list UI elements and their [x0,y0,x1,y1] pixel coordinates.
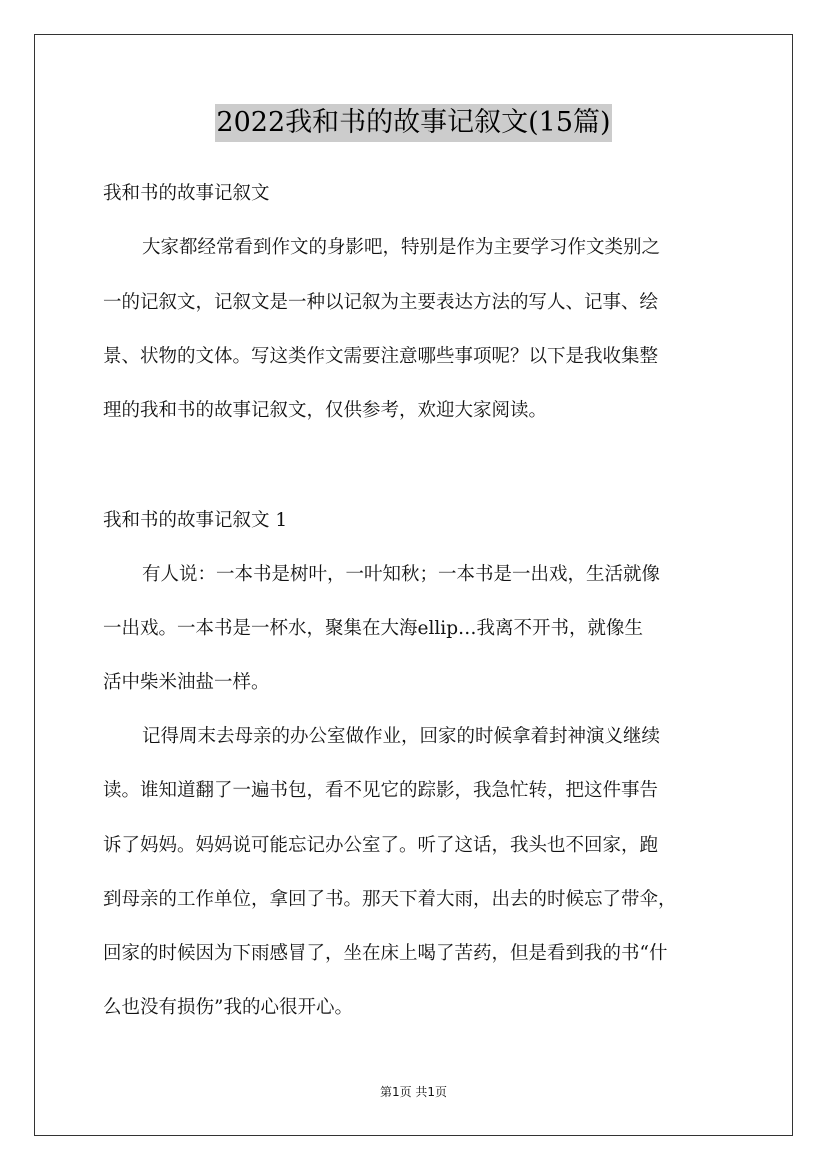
intro-line: 一的记叙文，记叙文是一种以记叙为主要表达方法的写人、记事、绘 [103,292,659,313]
title-container [0,104,827,142]
paragraph-line: 读。谁知道翻了一遍书包，看不见它的踪影，我急忙转，把这件事告 [103,780,659,801]
paragraph-line: 么也没有损伤”我的心很开心。 [103,997,353,1018]
document-title: 2022我和书的故事记叙文(15篇) [215,104,611,142]
section-heading: 我和书的故事记叙文 1 [103,510,288,531]
page-number-footer: 第1页 共1页 [379,1085,448,1099]
paragraph-line: 活中柴米油盐一样。 [103,672,270,693]
intro-line: 理的我和书的故事记叙文，仅供参考，欢迎大家阅读。 [103,400,548,421]
intro-heading: 我和书的故事记叙文 [103,183,270,204]
paragraph-line: 回家的时候因为下雨感冒了，坐在床上喝了苦药，但是看到我的书“什 [103,943,668,964]
intro-line: 大家都经常看到作文的身影吧，特别是作为主要学习作文类别之 [142,237,661,258]
paragraph-line: 诉了妈妈。妈妈说可能忘记办公室了。听了这话，我头也不回家，跑 [103,835,659,856]
paragraph-line: 一出戏。一本书是一杯水，聚集在大海ellip…我离不开书，就像生 [103,618,644,639]
paragraph-line: 有人说：一本书是树叶，一叶知秋；一本书是一出戏，生活就像 [142,564,661,585]
intro-line: 景、状物的文体。写这类作文需要注意哪些事项呢？以下是我收集整 [103,346,659,367]
paragraph-line: 记得周末去母亲的办公室做作业，回家的时候拿着封神演义继续 [142,726,661,747]
paragraph-line: 到母亲的工作单位，拿回了书。那天下着大雨，出去的时候忘了带伞， [103,889,677,910]
